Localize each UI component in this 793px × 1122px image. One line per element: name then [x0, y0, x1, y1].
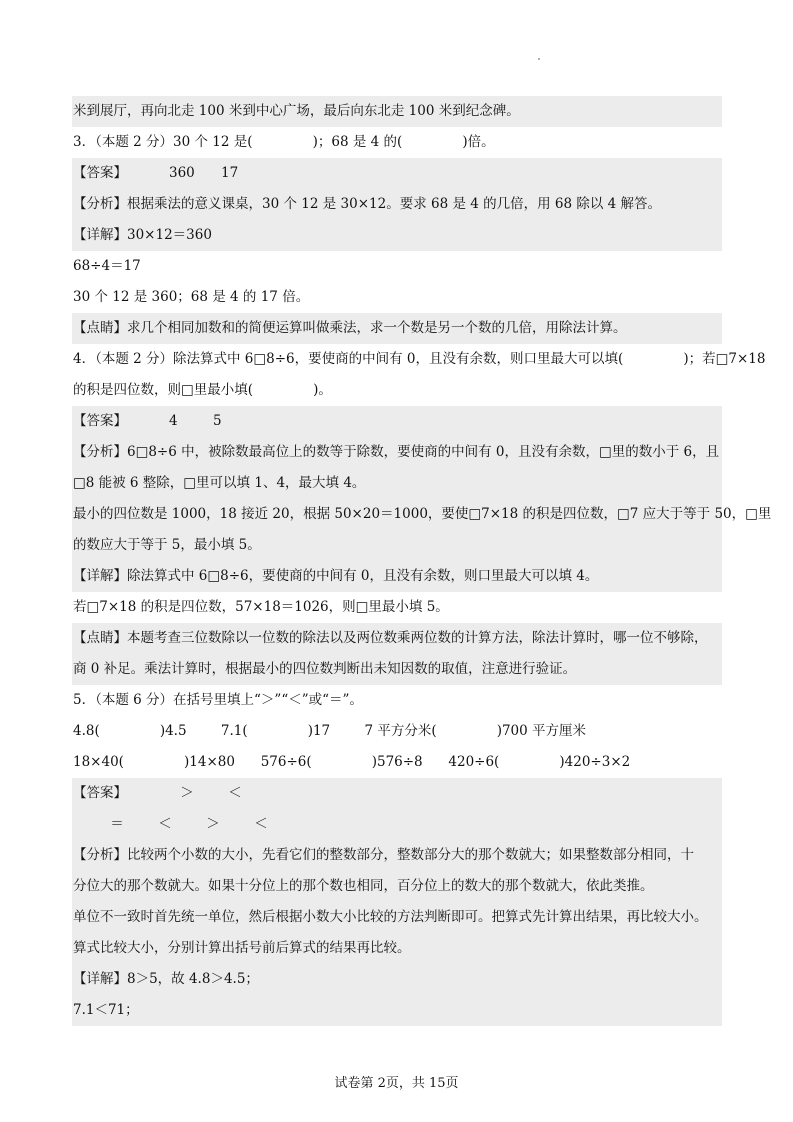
question-3: 3．（本题 2 分）30 个 12 是( )；68 是 4 的( )倍。: [73, 134, 495, 150]
answer-symbol: ＜: [254, 816, 268, 832]
text-line: 单位不一致时首先统一单位，然后根据小数大小比较的方法判断即可。把算式先计算出结果，再比较大小。: [72, 902, 722, 933]
answer-symbol: ＜: [158, 816, 172, 832]
analysis-line: 【分析】比较两个小数的大小，先看它们的整数部分，整数部分大的那个数就大；如果整数部分相同，十: [72, 840, 722, 871]
document-body: [72, 96, 772, 1026]
answer-symbol: ＜: [228, 785, 242, 801]
answer-line: [72, 158, 722, 189]
answer-value: 4: [169, 413, 178, 429]
answer-value: 360: [169, 165, 195, 181]
text-line: 商 0 补足。乘法计算时，根据最小的四位数判断出未知因数的取值，注意进行验证。: [72, 654, 722, 685]
text-line: 分位大的那个数就大。如果十分位上的那个数也相同，百分位上的数大的那个数就大，依此类推。: [72, 871, 722, 902]
text-line: 算式比较大小，分别计算出括号前后算式的结果再比较。: [72, 933, 722, 964]
answer-symbol: ＝: [110, 816, 124, 832]
detail-line: 【详解】除法算式中 6□8÷6，要使商的中间有 0，且没有余数，则口里最大可以填 4。: [72, 561, 722, 592]
text-line: 68÷4＝17: [73, 258, 141, 274]
question-4-cont: 的积是四位数，则□里最小填( )。: [73, 382, 332, 398]
remark-line: 【点睛】求几个相同加数和的简便运算叫做乘法，求一个数是另一个数的几倍，用除法计算。: [72, 313, 722, 344]
answer-label: 【答案】: [73, 165, 127, 181]
question-5-row2: 18×40( )14×80 576÷6( )576÷8 420÷6( )420÷3×2: [73, 754, 631, 770]
question-5: 5．（本题 6 分）在括号里填上“＞”“＜”或“＝”。: [73, 692, 363, 708]
detail-line: 【详解】30×12＝360: [72, 220, 722, 251]
text-line: □8 能被 6 整除，□里可以填 1、4，最大填 4。: [72, 468, 722, 499]
question-5-row1: 4.8( )4.5 7.1( )17 7 平方分米( )700 平方厘米: [73, 723, 587, 739]
answer-line: [72, 778, 722, 809]
text-line: 若□7×18 的积是四位数，57×18＝1026，则□里最小填 5。: [73, 599, 449, 615]
remark-line: 【点睛】本题考查三位数除以一位数的除法以及两位数乘两位数的计算方法，除法计算时，哪一位不够除，: [72, 623, 722, 654]
answer-value: 17: [221, 165, 239, 181]
text-line: 7.1＜71；: [72, 995, 722, 1026]
answer-label: 【答案】: [73, 413, 127, 429]
answer-symbol: ＞: [180, 785, 194, 801]
scan-dot: [538, 58, 540, 60]
answer-value: 5: [213, 413, 222, 429]
detail-line: 【详解】8＞5，故 4.8＞4.5；: [72, 964, 722, 995]
text-line: 30 个 12 是 360；68 是 4 的 17 倍。: [73, 289, 310, 305]
text-line: 米到展厅，再向北走 100 米到中心广场，最后向东北走 100 米到纪念碑。: [72, 96, 722, 127]
analysis-line: 【分析】根据乘法的意义课桌，30 个 12 是 30×12。要求 68 是 4 的几倍，用 68 除以 4 解答。: [72, 189, 722, 220]
text-line: 最小的四位数是 1000，18 接近 20，根据 50×20＝1000，要使□7×18 的积是四位数，□7 应大于等于 50，□里: [72, 499, 722, 530]
analysis-line: 【分析】6□8÷6 中，被除数最高位上的数等于除数，要使商的中间有 0，且没有余数，□里的数小于 6，且: [72, 437, 722, 468]
answer-label: 【答案】: [73, 785, 127, 801]
question-4: 4．（本题 2 分）除法算式中 6□8÷6，要使商的中间有 0，且没有余数，则口里最大可以填( )；若□7×18: [73, 351, 766, 367]
answer-symbol: ＞: [206, 816, 220, 832]
text-line: 的数应大于等于 5，最小填 5。: [72, 530, 722, 561]
answer-line: [72, 809, 722, 840]
answer-line: [72, 406, 722, 437]
page-footer: 试卷第 2页，共 15页: [334, 1076, 459, 1091]
